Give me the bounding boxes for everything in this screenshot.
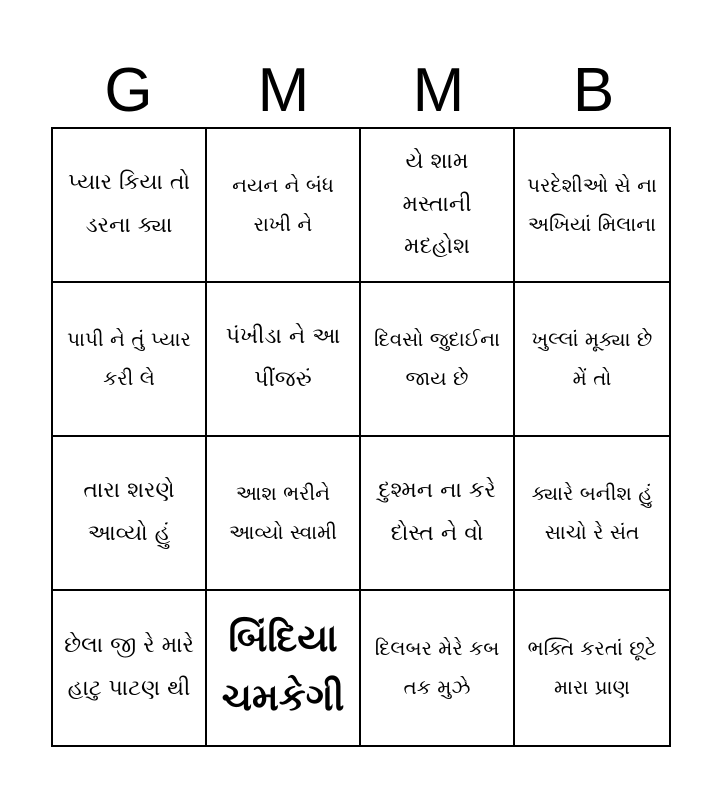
bingo-cell-r2-c2 [207, 283, 361, 437]
bingo-cell-text: આશ ભરીને આવ્યો સ્વામી [229, 481, 337, 544]
bingo-cell-r4-c2 [207, 591, 361, 745]
bingo-cell-r2-c1 [53, 283, 207, 437]
bingo-cell-r3-c1 [53, 437, 207, 591]
bingo-cell-r1-c2 [207, 129, 361, 283]
header-letter-m-1: M [257, 56, 310, 125]
bingo-cell-r2-c4 [515, 283, 669, 437]
bingo-cell-text: પ્યાર કિયા તો ડરના ક્યા [68, 170, 190, 238]
bingo-cell-r1-c1 [53, 129, 207, 283]
bingo-cell-text: ક્યારે બનીશ હું સાચો રે સંત [531, 481, 653, 544]
bingo-cell-text: દિલબર મેરે કબ તક મુઝે [374, 636, 500, 699]
header-letter-m-2: M [412, 56, 465, 125]
bingo-cell-text: છેલા જી રે મારે હાટુ પાટણ થી [64, 633, 194, 701]
bingo-cell-text: દિવસો જુદાઈના જાય છે [374, 327, 500, 390]
header-letter-g: G [104, 56, 153, 125]
bingo-cell-text: પાપી ને તું પ્યાર કરી લે [67, 327, 191, 390]
bingo-cell-r3-c2 [207, 437, 361, 591]
bingo-cell-text: નયન ને બંધ રાખી ને [232, 173, 334, 236]
bingo-cell-text: ખુલ્લાં મૂક્યા છે મેં તો [531, 327, 653, 390]
bingo-cell-r3-c3 [361, 437, 515, 591]
bingo-cell-text: બિંદિયા ચમકેગી [221, 616, 345, 719]
bingo-cell-r4-c1 [53, 591, 207, 745]
bingo-cell-r1-c4 [515, 129, 669, 283]
bingo-cell-text: ભક્તિ કરતાં છૂટે મારા પ્રાણ [527, 636, 657, 699]
bingo-header [51, 56, 671, 126]
bingo-cell-r3-c4 [515, 437, 669, 591]
bingo-board [51, 127, 671, 747]
header-letter-b: B [572, 56, 615, 125]
bingo-cell-r2-c3 [361, 283, 515, 437]
bingo-cell-text: પંખીડા ને આ પીંજરું [225, 324, 341, 392]
bingo-cell-r4-c3 [361, 591, 515, 745]
bingo-cell-r4-c4 [515, 591, 669, 745]
bingo-cell-r1-c3 [361, 129, 515, 283]
bingo-cell-text: યે શામ મસ્તાની મદહોશ [402, 148, 472, 260]
bingo-cell-text: પરદેશીઓ સે ના અખિયાં મિલાના [527, 173, 657, 236]
bingo-cell-text: તારા શરણે આવ્યો હું [83, 478, 175, 546]
bingo-cell-text: દુશ્મન ના કરે દોસ્ત ને વો [378, 478, 496, 546]
